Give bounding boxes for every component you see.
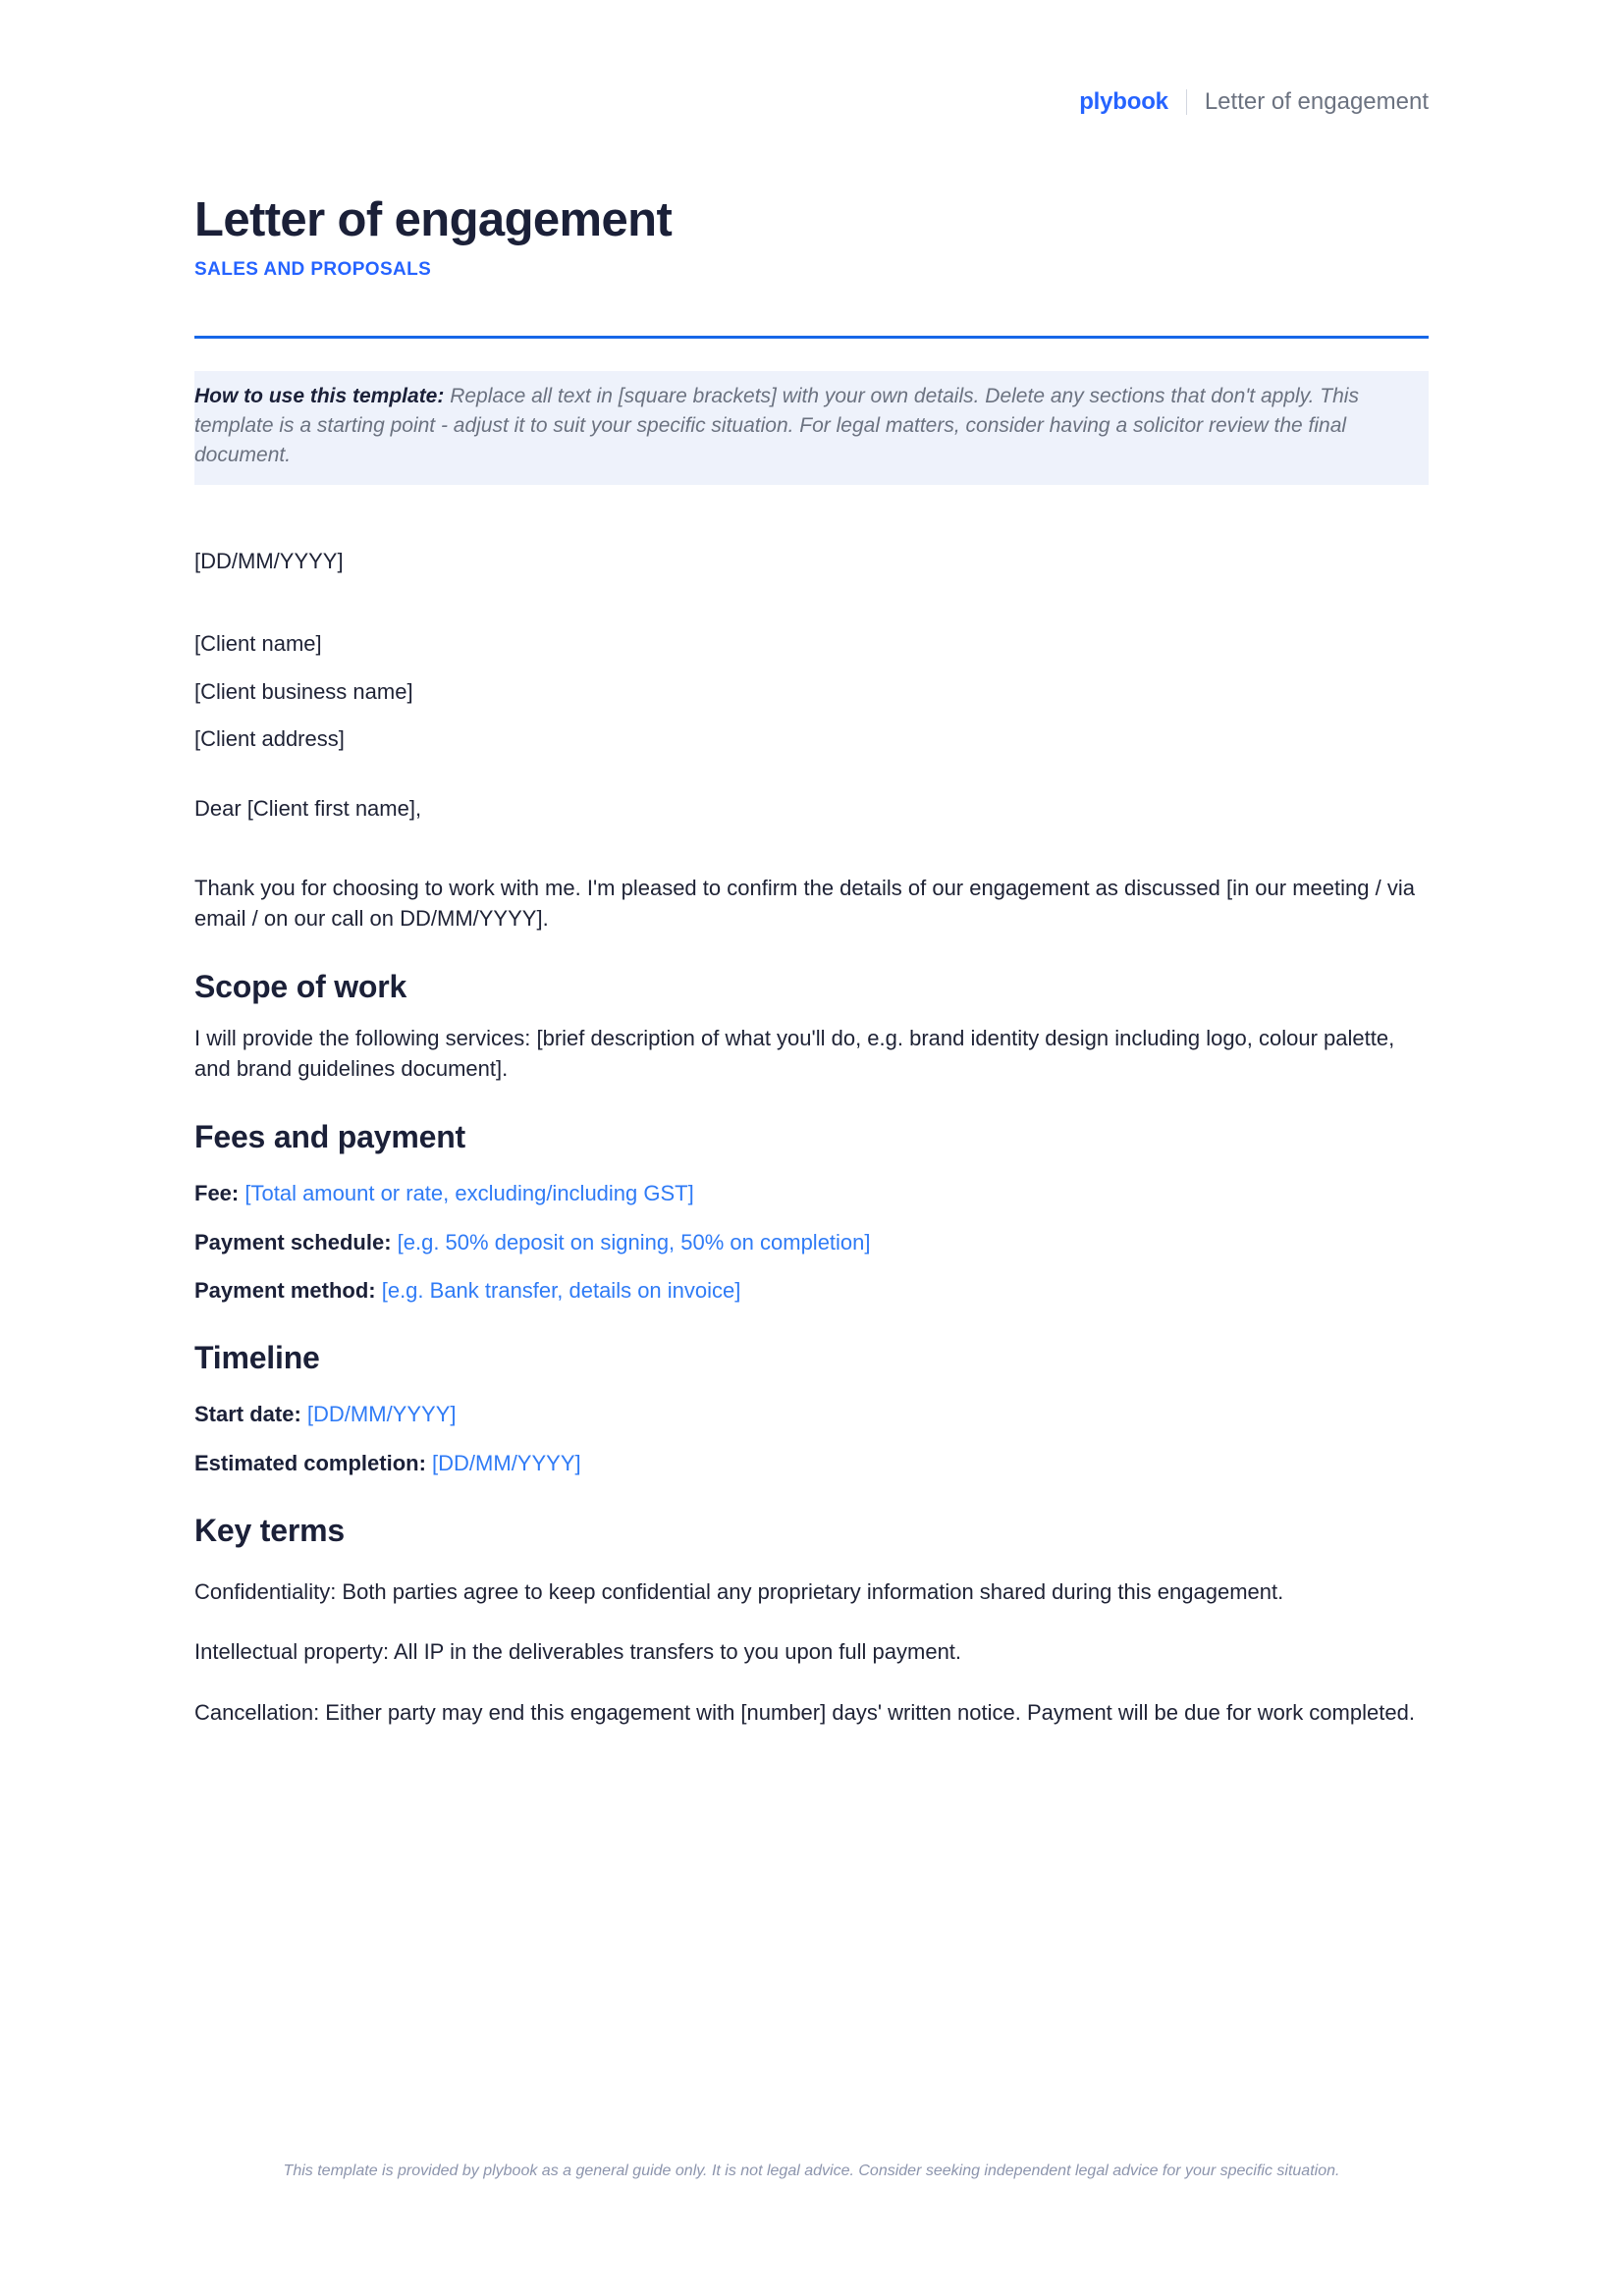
recipient-block [194,630,1429,754]
callout-body: Replace all text in [square brackets] with your own details. Delete any sections that don't apply. This template is a starting point - adjust it to suit your specific situation. For legal matters, consider having a solicitor review the final document. [194,385,1359,467]
callout-text [194,382,1429,471]
field-start-date-value[interactable]: [DD/MM/YYYY] [306,1402,457,1427]
spacer [194,1155,1429,1179]
spacer [194,1478,1429,1512]
letter-date: [DD/MM/YYYY] [194,549,344,573]
field-start-date [194,1400,1429,1429]
key-term-intellectual-property: Intellectual property: All IP in the deliverables transfers to you upon full payment. [194,1639,962,1665]
section-heading-timeline: Timeline [194,1340,320,1376]
document-footer [194,2160,1429,2182]
field-fee [194,1179,1429,1208]
title-block [194,194,1429,281]
recipient-address: [Client address] [194,726,345,752]
spacer [194,1376,1429,1400]
section-heading-scope: Scope of work [194,968,407,1004]
callout-label: How to use this template: [194,385,445,407]
plybook-logo[interactable]: plybook [1079,88,1168,115]
field-fee-value[interactable]: [Total amount or rate, excluding/including GST] [244,1180,694,1205]
field-payment-schedule-value[interactable]: [e.g. 50% deposit on signing, 50% on completion] [397,1229,871,1255]
salutation: Dear [Client first name], [194,796,422,822]
section-heading-key-terms: Key terms [194,1512,345,1548]
spacer [194,1549,1429,1576]
spacer [194,934,1429,968]
field-estimated-completion-label: Estimated completion: [194,1451,426,1476]
recipient-business: [Client business name] [194,678,413,704]
spacer [194,1306,1429,1339]
recipient-name: [Client name] [194,631,322,657]
field-payment-method [194,1276,1429,1306]
spacer [194,824,1429,873]
spacer [194,1005,1429,1023]
header-divider [1186,89,1187,115]
letter-body [194,546,1429,1728]
intro-paragraph: Thank you for choosing to work with me. I'm pleased to confirm the details of our engagement as discussed [in our meeting / via email / on our call on DD/MM/YYYY]. [194,876,1415,932]
scope-body: I will provide the following services: [brief description of what you'll do, e.g. brand identity design including logo, colour palette, and brand guidelines document]. [194,1026,1395,1082]
field-fee-label: Fee: [194,1180,240,1205]
header-document-name: Letter of engagement [1204,88,1429,115]
field-payment-schedule-label: Payment schedule: [194,1229,392,1255]
how-to-use-callout [194,371,1429,485]
spacer [194,576,1429,630]
field-payment-method-label: Payment method: [194,1278,376,1304]
category-label: SALES AND PROPOSALS [194,258,432,280]
spacer [194,754,1429,793]
field-payment-schedule [194,1228,1429,1257]
key-term-cancellation: Cancellation: Either party may end this engagement with [number] days' written notice. Payment will be due for work completed. [194,1699,1415,1725]
field-start-date-label: Start date: [194,1402,301,1427]
key-term-confidentiality: Confidentiality: Both parties agree to keep confidential any proprietary information shared during this engagement. [194,1579,1284,1605]
title-divider [194,336,1429,339]
document-header [194,88,1429,116]
field-estimated-completion [194,1449,1429,1478]
page-title: Letter of engagement [194,193,673,246]
footer-disclaimer: This template is provided by plybook as a general guide only. It is not legal advice. Consider seeking independent legal advice for your specific situation. [283,2163,1340,2179]
field-payment-method-value[interactable]: [e.g. Bank transfer, details on invoice] [381,1278,741,1304]
spacer [194,1085,1429,1118]
field-estimated-completion-value[interactable]: [DD/MM/YYYY] [432,1451,581,1476]
section-heading-fees: Fees and payment [194,1118,466,1154]
